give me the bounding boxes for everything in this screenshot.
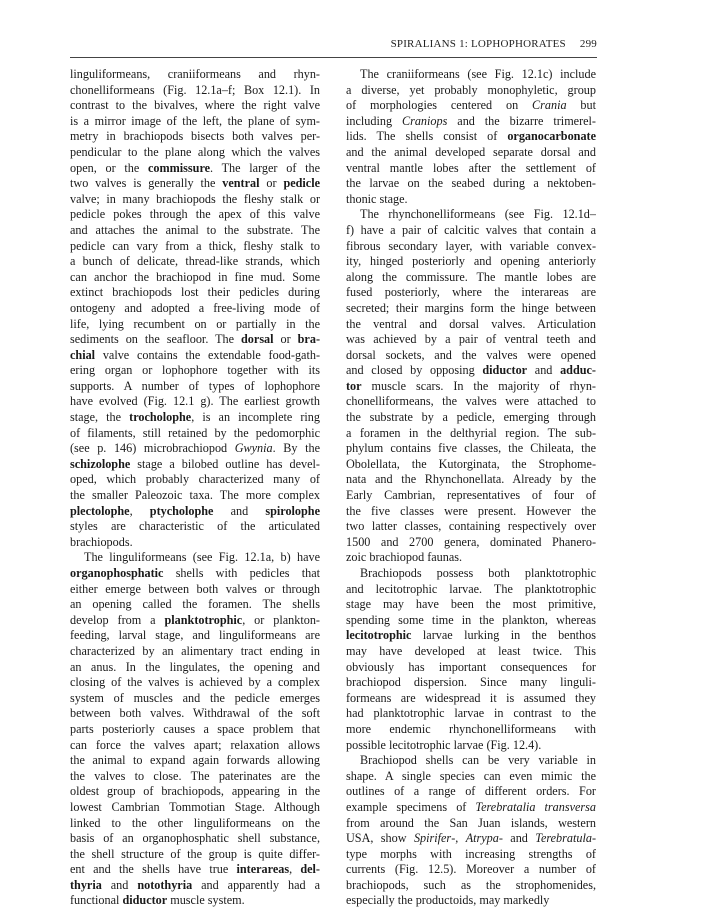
text-line	[346, 472, 596, 488]
text-run: develop from a	[70, 612, 165, 627]
text-line	[70, 379, 320, 395]
text-line	[70, 98, 320, 114]
text-run: . By the	[272, 441, 320, 456]
text-run: . The larger of the	[210, 160, 320, 175]
bold-term: commissure	[147, 160, 211, 175]
text-line	[346, 769, 596, 785]
bold-term: tor	[346, 378, 362, 393]
text-run: fibrous secondary layer, with variable convex-	[346, 238, 596, 253]
italic-term: Terebratalia transversa	[475, 799, 596, 814]
text-run: -	[591, 831, 596, 846]
text-run: supports. A number of types of lophophore	[70, 378, 320, 393]
text-run: dorsal sockets, and the valves were opened	[346, 347, 596, 362]
bold-term: planktotrophic	[164, 612, 243, 627]
text-line	[70, 83, 320, 99]
left-text-column	[70, 67, 320, 909]
text-line	[346, 784, 596, 800]
text-run: formeans are widespread it is assumed they	[346, 690, 596, 705]
text-line	[346, 691, 596, 707]
text-run: possible lecitotrophic larvae (Fig. 12.4).	[346, 737, 542, 752]
text-run: Obolellata, the Kutorginata, the Strophome-	[346, 456, 596, 471]
text-line	[70, 145, 320, 161]
text-run: , is an incomplete ring	[191, 410, 320, 425]
text-run: secreted; their margins form the hinge between	[346, 300, 596, 315]
text-line	[346, 566, 596, 582]
text-run: linked to the other linguliformeans on the	[70, 815, 320, 830]
text-run: ,	[289, 862, 301, 877]
text-run: contrast to the bivalves, where the right valve	[70, 98, 320, 113]
header-rule	[70, 57, 597, 58]
text-run: including	[346, 113, 402, 128]
text-line	[346, 332, 596, 348]
text-line	[70, 192, 320, 208]
running-header	[70, 38, 597, 52]
italic-term: Atrypa	[465, 831, 499, 846]
text-line	[346, 488, 596, 504]
text-run: metry in brachiopods bisects both valves per-	[70, 129, 320, 144]
text-line	[70, 816, 320, 832]
text-line	[70, 67, 320, 83]
text-line	[346, 644, 596, 660]
bold-term: chial	[70, 347, 96, 362]
text-run: two valves is generally the	[70, 176, 223, 191]
text-run: characterized by an alimentary tract ending in	[70, 643, 320, 658]
text-line	[346, 847, 596, 863]
text-line	[346, 831, 596, 847]
text-line	[346, 457, 596, 473]
text-line	[346, 394, 596, 410]
text-line	[346, 83, 596, 99]
text-run: ventral mantle lobes after the settlement of	[346, 160, 596, 175]
text-line	[346, 862, 596, 878]
text-run: chonelliformeans, the valves were attached to	[346, 394, 596, 409]
text-run: functional	[70, 893, 123, 908]
text-line	[346, 192, 596, 208]
text-line	[70, 644, 320, 660]
text-run: and attaches the animal to the substrate. The	[70, 222, 320, 237]
text-line	[70, 207, 320, 223]
text-run: The rhynchonelliformeans (see Fig. 12.1d–	[360, 207, 596, 222]
italic-term: Gwynia	[234, 441, 273, 456]
bold-term: plectolophe	[70, 503, 130, 518]
text-run: ent and the shells have true	[70, 862, 237, 877]
text-run: spending some time in the plankton, whereas	[346, 612, 596, 627]
text-line	[346, 816, 596, 832]
text-line	[346, 98, 596, 114]
text-run: but	[566, 98, 596, 113]
text-run: the shell structure of the group is quite differ-	[70, 846, 320, 861]
text-run: the five classes were present. However the	[346, 503, 596, 518]
text-run: chonelliformeans (Fig. 12.1a–f; Box 12.1). In	[70, 82, 320, 97]
text-line	[70, 566, 320, 582]
text-run: f) have a pair of calcitic valves that contain a	[346, 222, 596, 237]
text-line	[346, 893, 596, 909]
text-line	[70, 301, 320, 317]
bold-term: notothyria	[137, 877, 193, 892]
page-number: 299	[579, 38, 597, 50]
text-run: the valves to close. The paterinates are the	[70, 768, 320, 783]
text-run: brachiopods.	[70, 534, 133, 549]
text-line	[70, 223, 320, 239]
bold-term: ptycholophe	[149, 503, 214, 518]
text-run: -,	[451, 831, 466, 846]
text-line	[70, 317, 320, 333]
text-run: open, or the	[70, 160, 148, 175]
text-run: a diverse, yet probably monophyletic, group	[346, 82, 596, 97]
text-line	[70, 394, 320, 410]
text-line	[70, 363, 320, 379]
text-line	[70, 332, 320, 348]
text-run: from around the San Juan islands, western	[346, 815, 596, 830]
text-line	[70, 254, 320, 270]
text-line	[70, 800, 320, 816]
text-run: along the commissure. The mantle lobes are	[346, 269, 596, 284]
text-run: The linguliformeans (see Fig. 12.1a, b) have	[84, 550, 320, 565]
text-run: or	[273, 332, 298, 347]
text-run: pedicle pokes through the apex of this valve	[70, 207, 320, 222]
text-line	[70, 769, 320, 785]
text-line	[346, 535, 596, 551]
text-run: and	[101, 877, 138, 892]
bold-term: diductor	[122, 893, 168, 908]
text-line	[70, 472, 320, 488]
text-line	[70, 426, 320, 442]
text-line	[70, 706, 320, 722]
text-run: especially the productoids, may markedly	[346, 893, 550, 908]
text-run: oped, which probably characterized many of	[70, 472, 320, 487]
text-run: larvae lurking in the benthos	[411, 628, 596, 643]
bold-term: lecitotrophic	[346, 628, 412, 643]
text-run: system of muscles and the pedicle emerges	[70, 690, 320, 705]
text-run: the smaller Paleozoic taxa. The more complex	[70, 488, 320, 503]
text-line	[70, 847, 320, 863]
text-line	[70, 129, 320, 145]
text-run: extinct brachiopods lost their pedicles during	[70, 285, 320, 300]
text-run: basis of an organophosphatic shell substance,	[70, 831, 320, 846]
text-line	[70, 519, 320, 535]
text-run: and apparently had a	[192, 877, 320, 892]
text-line	[346, 613, 596, 629]
text-run: lowest Cambrian Tommotian Stage. Although	[70, 799, 320, 814]
text-run: styles are characteristic of the articulated	[70, 519, 320, 534]
text-run: had planktotrophic larvae in contrast to the	[346, 706, 596, 721]
text-line	[346, 129, 596, 145]
text-run: of morphologies centered on	[346, 98, 533, 113]
text-line	[70, 488, 320, 504]
text-run: valve; in many brachiopods the fleshy stalk or	[70, 191, 320, 206]
text-line	[346, 379, 596, 395]
text-run: life, lying recumbent on or partially in the	[70, 316, 320, 331]
text-run: , or plankton-	[242, 612, 320, 627]
text-run: currents (Fig. 12.5). Moreover a number of	[346, 862, 596, 877]
text-run: stage may have been the most primitive,	[346, 597, 596, 612]
text-line	[70, 675, 320, 691]
text-line	[70, 535, 320, 551]
text-run: the ventral and dorsal valves. Articulation	[346, 316, 596, 331]
text-line	[346, 441, 596, 457]
text-run: outlines of a range of different orders. For	[346, 784, 596, 799]
text-run: was achieved by a pair of ventral teeth and	[346, 332, 596, 347]
text-line	[346, 426, 596, 442]
text-line	[346, 582, 596, 598]
bold-term: organophosphatic	[70, 566, 164, 580]
text-run: Early Cambrian, representatives of four of	[346, 488, 596, 503]
text-run: of filaments, still retained by the pedomorphic	[70, 425, 320, 440]
text-line	[70, 784, 320, 800]
text-run: and closed by opposing	[346, 363, 483, 378]
text-run: either emerge between both valves or through	[70, 581, 320, 596]
text-line	[346, 301, 596, 317]
bold-term: thyria	[70, 877, 102, 892]
text-line	[346, 738, 596, 754]
text-run: more endemic rhynchonelliformeans with	[346, 721, 596, 736]
text-run: 1500 and 2700 genera, dominated Phanero-	[346, 534, 596, 549]
text-run: an opening called the foramen. The shells	[70, 597, 320, 612]
bold-term: adduc-	[560, 363, 596, 378]
text-run: and the bizarre trimerel-	[447, 113, 596, 128]
text-run: Brachiopod shells can be very variable in	[360, 753, 596, 768]
text-line	[70, 239, 320, 255]
text-run: parts posteriorly causes a space problem that	[70, 721, 320, 736]
text-line	[70, 613, 320, 629]
text-run: may have developed at least twice. This	[346, 643, 596, 658]
text-run: (see p. 146) microbrachiopod	[70, 441, 235, 456]
bold-term: pedicle	[283, 176, 320, 191]
text-line	[70, 831, 320, 847]
text-line	[346, 176, 596, 192]
text-run: shells with pedicles that	[163, 566, 320, 580]
text-line	[70, 410, 320, 426]
text-run: stage, the	[70, 410, 130, 425]
text-run: an anus. In the lingulates, the opening and	[70, 659, 320, 674]
text-run: feeding, larval stage, and linguliformeans are	[70, 628, 320, 643]
text-line	[70, 660, 320, 676]
text-run: linguliformeans, craniiformeans and rhyn-	[70, 67, 320, 81]
text-line	[346, 504, 596, 520]
text-line	[346, 285, 596, 301]
text-run: and	[213, 503, 266, 518]
text-run: and lecitotrophic larvae. The planktotrophic	[346, 581, 596, 596]
text-line	[70, 176, 320, 192]
text-run: and the animal developed separate dorsal and	[346, 144, 596, 159]
text-line	[346, 800, 596, 816]
text-run: is a mirror image of the left, the plane of sym-	[70, 113, 320, 128]
text-line	[70, 270, 320, 286]
text-run: closing of the valves is achieved by a complex	[70, 675, 320, 690]
text-line	[70, 738, 320, 754]
text-run: a bunch of delicate, thread-like strands, which	[70, 254, 320, 269]
text-run: ,	[129, 503, 150, 518]
text-run: and	[527, 363, 561, 378]
text-run: ity, hinged posteriorly and opening anteriorly	[346, 254, 596, 269]
italic-term: Terebratula	[535, 831, 592, 846]
text-run: thonic stage.	[346, 191, 408, 206]
text-run: Brachiopods possess both planktotrophic	[360, 566, 596, 580]
bold-term: ventral	[222, 176, 260, 191]
text-run: phylum contains five classes, the Chileata, the	[346, 441, 596, 456]
text-line	[70, 114, 320, 130]
text-line	[346, 363, 596, 379]
bold-term: bra-	[297, 332, 320, 347]
text-line	[70, 722, 320, 738]
text-line	[70, 893, 320, 909]
right-text-column	[346, 67, 596, 909]
bold-term: trocholophe	[129, 410, 192, 425]
text-run: stage a bilobed outline has devel-	[130, 456, 320, 471]
bold-term: dorsal	[241, 332, 274, 347]
text-line	[346, 597, 596, 613]
text-run: - and	[498, 831, 536, 846]
text-line	[346, 67, 596, 83]
text-run: ering organ or lophophore together with its	[70, 363, 320, 378]
text-line	[346, 410, 596, 426]
text-line	[70, 504, 320, 520]
text-line	[70, 285, 320, 301]
bold-term: del-	[300, 862, 320, 877]
text-run: have evolved (Fig. 12.1 g). The earliest growth	[70, 394, 320, 409]
text-run: the larvae on the seabed during a nektoben-	[346, 176, 596, 191]
text-run: obviously has important consequences for	[346, 659, 596, 674]
text-line	[346, 753, 596, 769]
bold-term: diductor	[482, 363, 528, 378]
text-run: two latter classes, containing respectively over	[346, 519, 596, 534]
text-run: example specimens of	[346, 799, 476, 814]
running-title: SPIRALIANS 1: LOPHOPHORATES	[390, 38, 566, 50]
text-line	[346, 161, 596, 177]
text-run: the animal to expand again forwards allowing	[70, 753, 320, 768]
text-line	[70, 878, 320, 894]
text-line	[70, 161, 320, 177]
text-run: fused posteriorly, where the interareas are	[346, 285, 596, 300]
text-run: muscle scars. In the majority of rhyn-	[361, 378, 596, 393]
text-run: a foramen in the delthyrial region. The sub-	[346, 425, 596, 440]
text-run: pedicle can vary from a thick, fleshy stalk to	[70, 238, 320, 253]
text-run: brachiopod dispersion. Since many linguli-	[346, 675, 596, 690]
text-run: sediments on the seafloor. The	[70, 332, 242, 347]
text-line	[70, 691, 320, 707]
text-run: USA, show	[346, 831, 414, 846]
text-run: can force the valves apart; relaxation allows	[70, 737, 320, 752]
text-line	[346, 239, 596, 255]
text-line	[346, 223, 596, 239]
text-line	[70, 348, 320, 364]
text-run: type morphs with increasing strengths of	[346, 846, 596, 861]
text-line	[70, 753, 320, 769]
text-run: oldest group of brachiopods, appearing in the	[70, 784, 320, 799]
text-line	[346, 145, 596, 161]
text-line	[346, 317, 596, 333]
text-run: lids. The shells consist of	[346, 129, 508, 144]
text-run: or	[259, 176, 284, 191]
italic-term: Crania	[532, 98, 567, 113]
text-line	[346, 675, 596, 691]
bold-term: schizolophe	[70, 456, 131, 471]
text-line	[346, 722, 596, 738]
text-run: The craniiformeans (see Fig. 12.1c) include	[360, 67, 596, 81]
text-line	[346, 628, 596, 644]
text-line	[346, 254, 596, 270]
italic-term: Spirifer	[413, 831, 452, 846]
bold-term: spirolophe	[265, 503, 320, 518]
text-line	[346, 114, 596, 130]
text-run: muscle system.	[167, 893, 245, 908]
text-run: zoic brachiopod faunas.	[346, 550, 463, 565]
bold-term: interareas	[236, 862, 290, 877]
text-run: can anchor the brachiopod in fine mud. Some	[70, 269, 320, 284]
text-line	[70, 441, 320, 457]
text-line	[346, 550, 596, 566]
text-run: nata and the Rhynchonellata. Already by the	[346, 472, 596, 487]
text-line	[70, 862, 320, 878]
text-run: ontogeny and adopted a free-living mode of	[70, 300, 320, 315]
bold-term: organocarbonate	[507, 129, 596, 144]
text-run: the substrate by a pedicle, emerging through	[346, 410, 596, 425]
text-line	[346, 270, 596, 286]
text-run: pendicular to the plane along which the valves	[70, 144, 320, 159]
text-line	[346, 348, 596, 364]
text-line	[70, 628, 320, 644]
text-run: between both valves. Withdrawal of the soft	[70, 706, 320, 721]
text-run: brachiopods, such as the strophomenides,	[346, 877, 596, 892]
text-line	[70, 550, 320, 566]
text-run: valve contains the extendable food-gath-	[95, 347, 320, 362]
text-line	[346, 519, 596, 535]
text-line	[346, 878, 596, 894]
text-line	[346, 706, 596, 722]
text-line	[70, 597, 320, 613]
italic-term: Craniops	[401, 113, 448, 128]
text-line	[70, 457, 320, 473]
text-line	[346, 660, 596, 676]
text-line	[346, 207, 596, 223]
text-line	[70, 582, 320, 598]
text-run: shape. A single species can even mimic the	[346, 768, 596, 783]
